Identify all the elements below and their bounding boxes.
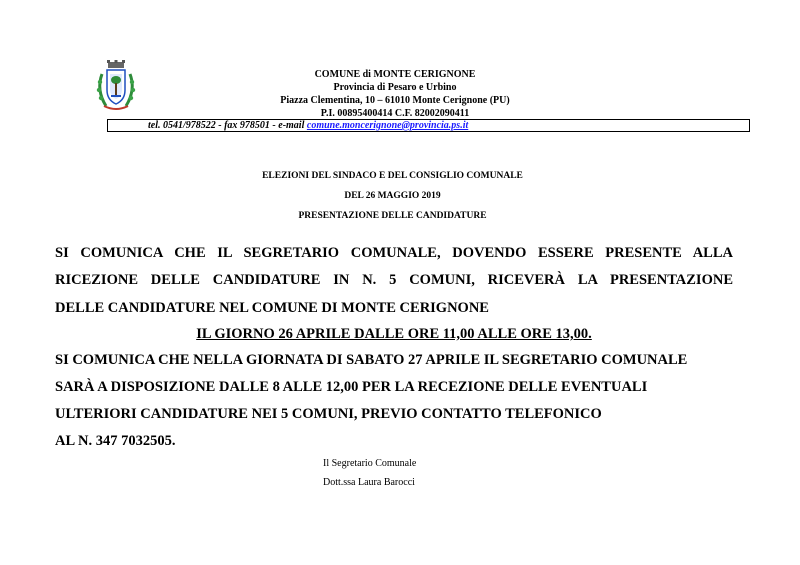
signature-name: Dott.ssa Laura Barocci xyxy=(323,477,415,488)
notice-subject: PRESENTAZIONE DELLE CANDIDATURE xyxy=(298,211,487,221)
contact-phone-fax: tel. 0541/978522 - fax 978501 - e-mail xyxy=(148,120,307,131)
letterhead xyxy=(255,68,535,120)
body-line-2: RICEZIONE DELLE CANDIDATURE IN N. 5 COMUNI, RICEVERÀ LA PRESENTAZIONE xyxy=(55,272,733,288)
election-date: DEL 26 MAGGIO 2019 xyxy=(344,191,441,201)
municipality-name: COMUNE di MONTE CERIGNONE xyxy=(314,69,476,80)
reception-time: IL GIORNO 26 APRILE DALLE ORE 11,00 ALLE ORE 13,00. xyxy=(196,326,592,342)
tax-ids: P.I. 00895400414 C.F. 82002090411 xyxy=(320,108,470,119)
email-link[interactable]: comune.moncerignone@provincia.ps.it xyxy=(306,120,469,131)
municipality-address: Piazza Clementina, 10 – 61010 Monte Cerignone (PU) xyxy=(280,95,510,106)
body-line-6: SARÀ A DISPOSIZIONE DALLE 8 ALLE 12,00 PER LA RECEZIONE DELLE EVENTUALI xyxy=(55,379,648,395)
body-line-3: DELLE CANDIDATURE NEL COMUNE DI MONTE CERIGNONE xyxy=(55,300,489,316)
province-name: Provincia di Pesaro e Urbino xyxy=(333,82,457,93)
election-title: ELEZIONI DEL SINDACO E DEL CONSIGLIO COMUNALE xyxy=(262,171,523,181)
body-line-1: SI COMUNICA CHE IL SEGRETARIO COMUNALE, DOVENDO ESSERE PRESENTE ALLA xyxy=(55,245,733,261)
notice-titles xyxy=(200,166,585,226)
municipal-crest-icon xyxy=(94,60,138,112)
phone-number: AL N. 347 7032505. xyxy=(55,433,176,449)
signature-role: Il Segretario Comunale xyxy=(323,458,417,469)
body-line-7: ULTERIORI CANDIDATURE NEI 5 COMUNI, PREVIO CONTATTO TELEFONICO xyxy=(55,406,602,422)
body-line-5: SI COMUNICA CHE NELLA GIORNATA DI SABATO 27 APRILE IL SEGRETARIO COMUNALE xyxy=(55,352,688,368)
contact-line xyxy=(148,120,468,132)
